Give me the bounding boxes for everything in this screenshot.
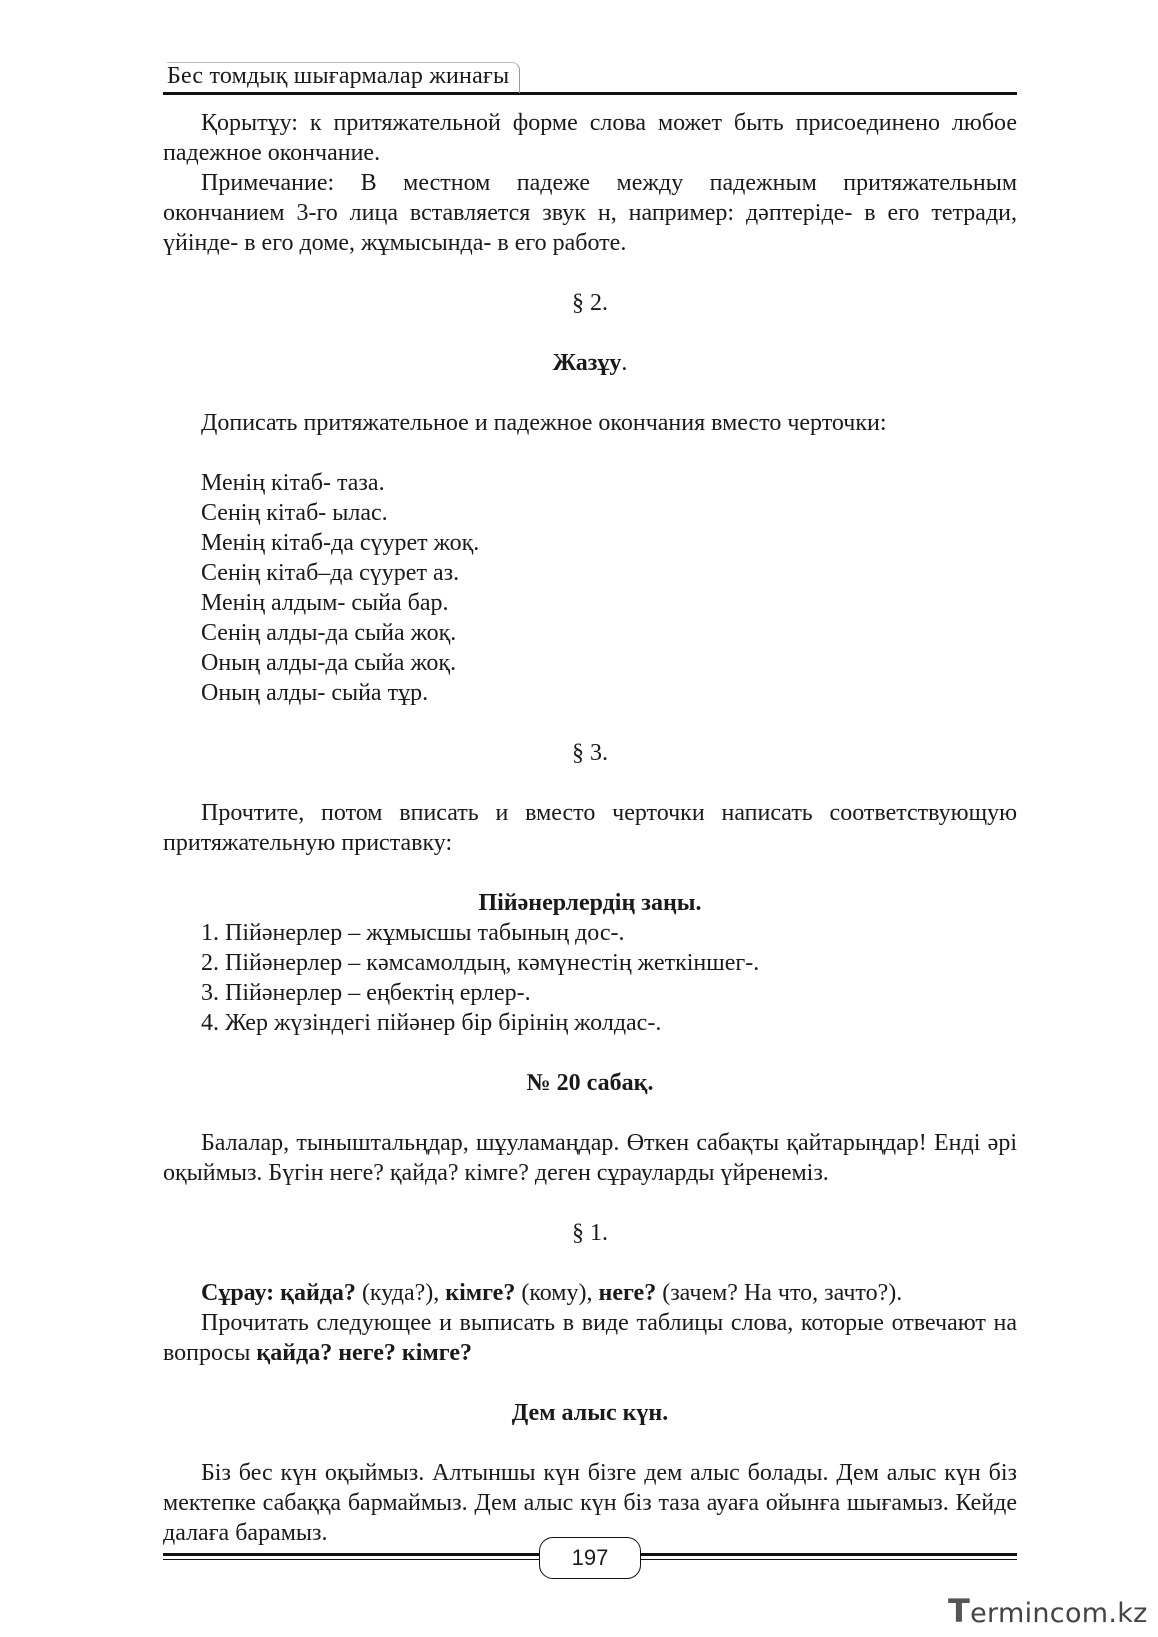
list-item: 1. Пійәнерлер – жұмысшы табының дос-.	[201, 920, 625, 946]
list-item: Менің кітаб-да сүурет жоқ.	[201, 530, 480, 556]
paragraph-note: Примечание: В местном падеже между падежным притяжательным окончанием 3-го лица вставляется звук н, например: дәптеріде- в его тетради, үйінде- в его доме, жұмысында- в его работе.	[163, 170, 1017, 256]
list-item: Сенің кітаб- ылас.	[201, 500, 388, 526]
translation-kuda: (куда?),	[355, 1280, 446, 1306]
writing-heading-text: Жазұу	[552, 350, 622, 376]
instruction-fill-endings: Дописать притяжательное и падежное окончания вместо черточки:	[201, 410, 887, 436]
list-item: Менің алдым- сыйа бар.	[201, 590, 449, 616]
running-header	[163, 58, 1017, 95]
writing-heading	[163, 348, 1017, 378]
section-2-heading: § 2.	[572, 290, 608, 316]
page-footer	[163, 1537, 1017, 1579]
instruction-read-and-fill: Прочтите, потом вписать и вместо черточки написать соответствующую притяжательную приставку:	[163, 800, 1017, 856]
lesson-20-title: № 20 сабақ.	[526, 1070, 654, 1096]
pioneer-law-title: Пійәнерлердің заңы.	[478, 890, 702, 916]
list-item: Сенің алды-да сыйа жоқ.	[201, 620, 457, 646]
paragraph-day-off: Біз бес күн оқыймыз. Алтыншы күн бізге дем алыс болады. Дем алыс күн біз мектепке сабаққа бармаймыз. Дем алыс күн біз таза ауаға ойынға шығамыз. Кейде далаға барамыз.	[163, 1460, 1017, 1546]
instruction-table	[163, 1308, 1017, 1368]
question-words-line	[163, 1278, 1017, 1308]
section-1-heading: § 1.	[572, 1220, 608, 1246]
day-off-title: Дем алыс күн.	[511, 1400, 669, 1426]
list-item: Оның алды- сыйа тұр.	[201, 680, 429, 706]
question-nege: неге?	[598, 1280, 657, 1306]
site-watermark	[948, 1592, 1148, 1630]
list-item: 4. Жер жүзіндегі пійәнер бір бірінің жолдас-.	[201, 1010, 662, 1036]
question-label: Сұрау: қайда?	[201, 1280, 356, 1306]
question-kimge: кімге?	[445, 1280, 516, 1306]
writing-heading-dot: .	[621, 350, 628, 376]
list-item: 2. Пійәнерлер – кәмсамолдың, кәмүнестің жеткіншег-.	[201, 950, 760, 976]
list-item: Сенің кітаб–да сүурет аз.	[201, 560, 460, 586]
instruction-table-questions: қайда? неге? кімге?	[256, 1340, 472, 1366]
list-item: 3. Пійәнерлер – еңбектің ерлер-.	[201, 980, 531, 1006]
paragraph-lesson-intro: Балалар, тыныштальңдар, шұуламаңдар. Өткен сабақты қайтарыңдар! Енді әрі оқыймыз. Бүгін неге? қайда? кімге? деген сұрауларды үйренеміз.	[163, 1130, 1017, 1186]
instruction-table-text: Прочитать следующее и выписать в виде таблицы слова, которые отвечают на вопросы	[163, 1310, 1017, 1366]
watermark-letter: T	[948, 1592, 971, 1630]
exercise-lines	[163, 468, 1017, 708]
translation-zachem: (зачем? На что, зачто?).	[656, 1280, 903, 1306]
watermark-text: ermincоm.kz	[970, 1598, 1148, 1629]
section-3-heading: § 3.	[572, 740, 608, 766]
page-content	[163, 108, 1017, 1548]
list-item: Оның алды-да сыйа жоқ.	[201, 650, 457, 676]
list-item: Менің кітаб- таза.	[201, 470, 385, 496]
page-number: 197	[539, 1537, 641, 1579]
book-title: Бес томдық шығармалар жинағы	[167, 62, 520, 93]
paragraph-conclusion: Қорытұу: к притяжательной форме слова может быть присоединено любое падежное окончание.	[163, 110, 1017, 166]
pioneer-law-list	[163, 918, 1017, 1038]
translation-komu: (кому),	[515, 1280, 599, 1306]
